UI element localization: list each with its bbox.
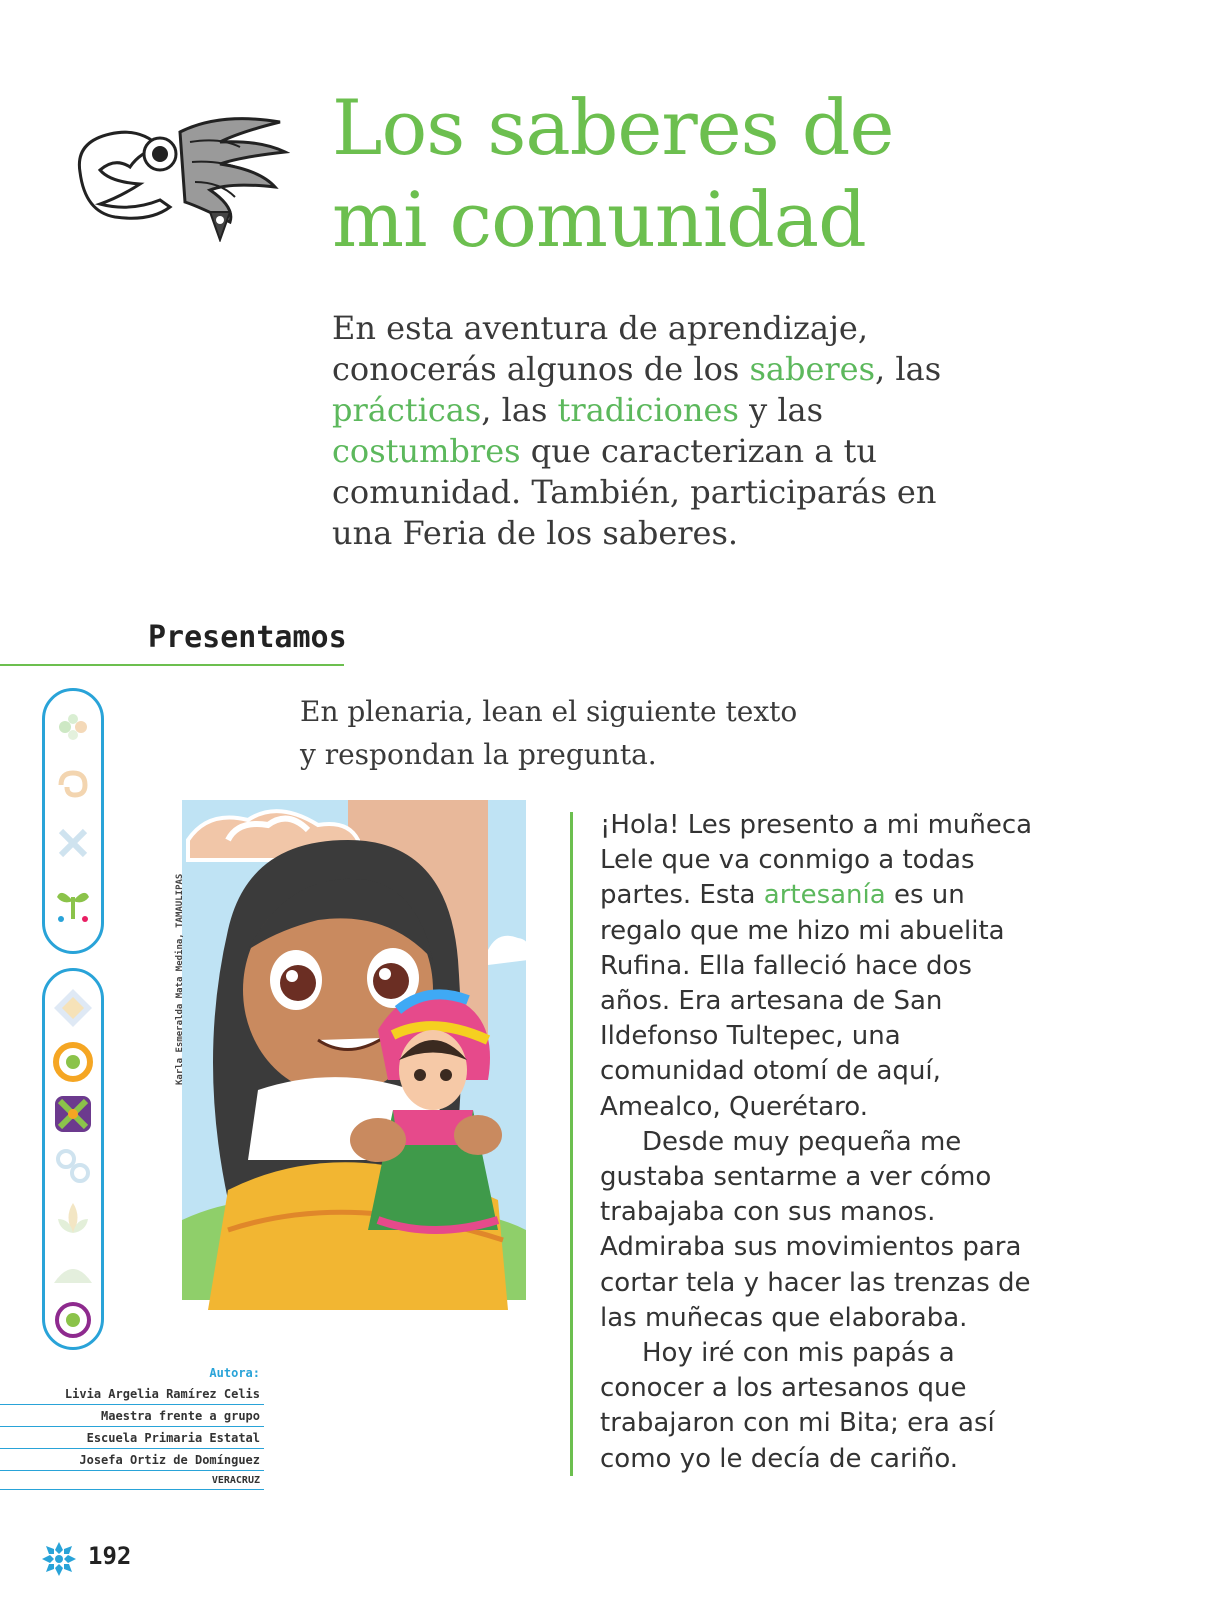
term-practicas: prácticas	[332, 391, 482, 429]
illustration-credit	[172, 850, 186, 1085]
term-saberes: saberes	[749, 350, 876, 388]
link-icon	[52, 1145, 94, 1187]
story-p1-text-a: ¡Hola! Les presento a mi muñeca Lele que va conmigo a todas partes. Esta	[600, 810, 1033, 911]
intro-text-5: que caracterizan a tu comunidad. También, participarás en una Feria de los saberes.	[332, 432, 937, 552]
term-tradiciones: tradiciones	[557, 391, 739, 429]
term-artesania: artesanía	[763, 880, 886, 911]
intro-text-2: , las	[875, 350, 942, 388]
intro-paragraph	[332, 308, 952, 554]
section-divider	[0, 664, 344, 666]
story-paragraph-3: Hoy iré con mis papás a conocer a los artesanos que trabajaron con mi Bita; era así como yo le decía de cariño.	[600, 1338, 995, 1474]
intro-text-1: En esta aventura de aprendizaje, conocerás algunos de los	[332, 309, 869, 388]
author-state: VERACRUZ	[0, 1471, 264, 1490]
serpent-glyph-icon	[70, 112, 290, 242]
author-role: Maestra frente a grupo	[0, 1405, 264, 1427]
story-text	[600, 808, 1040, 1477]
author-label: Autora:	[209, 1366, 260, 1380]
spiral-icon	[53, 765, 93, 805]
phase-pill-top	[42, 688, 104, 954]
cross-tile-icon	[52, 1093, 94, 1135]
section-title: Presentamos	[148, 620, 347, 655]
instruction-line-2: y respondan la pregunta.	[300, 738, 657, 771]
page-number: 192	[88, 1542, 132, 1570]
sprout-icon	[51, 879, 95, 923]
author-school-line-1: Escuela Primaria Estatal	[0, 1427, 264, 1449]
story-paragraph-1	[600, 808, 1040, 1125]
snowflake-page-icon	[40, 1540, 78, 1578]
knot-icon	[53, 823, 93, 863]
term-costumbres: costumbres	[332, 432, 521, 470]
story-divider	[570, 812, 573, 1476]
phase-pill-bottom	[42, 968, 104, 1350]
author-credit	[0, 1362, 264, 1490]
story-paragraph-2: Desde muy pequeña me gustaba sentarme a ver cómo trabajaba con sus manos. Admiraba sus movimientos para cortar tela y hacer las trenzas de las muñecas que elaboraba.	[600, 1126, 1031, 1333]
instruction-line-1: En plenaria, lean el siguiente texto	[300, 695, 798, 728]
author-school-line-2: Josefa Ortiz de Domínguez	[0, 1449, 264, 1471]
title-line-1: Los saberes de	[332, 83, 894, 172]
author-name: Livia Argelia Ramírez Celis	[0, 1383, 264, 1405]
intro-text-4: y las	[738, 391, 824, 429]
target-icon	[52, 1041, 94, 1083]
diamond-icon	[52, 987, 94, 1029]
intro-text-3: , las	[481, 391, 558, 429]
illustration-credit-text: Karla Esmeralda Mata Medina, TAMAULIPAS	[175, 873, 185, 1085]
burst-icon	[52, 1299, 94, 1341]
instruction-text	[300, 690, 797, 776]
story-p1-text-b: es un regalo que me hizo mi abuelita Rufina. Ella falleció hace dos años. Era artesana de San Ildefonso Tultepec, una comunidad otomí de aquí, Amealco, Querétaro.	[600, 880, 1005, 1122]
lotus-icon	[52, 1197, 94, 1239]
hill-icon	[52, 1249, 94, 1291]
girl-with-doll-illustration	[168, 800, 536, 1320]
page-title	[332, 82, 893, 266]
flower-icon	[53, 707, 93, 747]
title-line-2: mi comunidad	[332, 175, 866, 264]
